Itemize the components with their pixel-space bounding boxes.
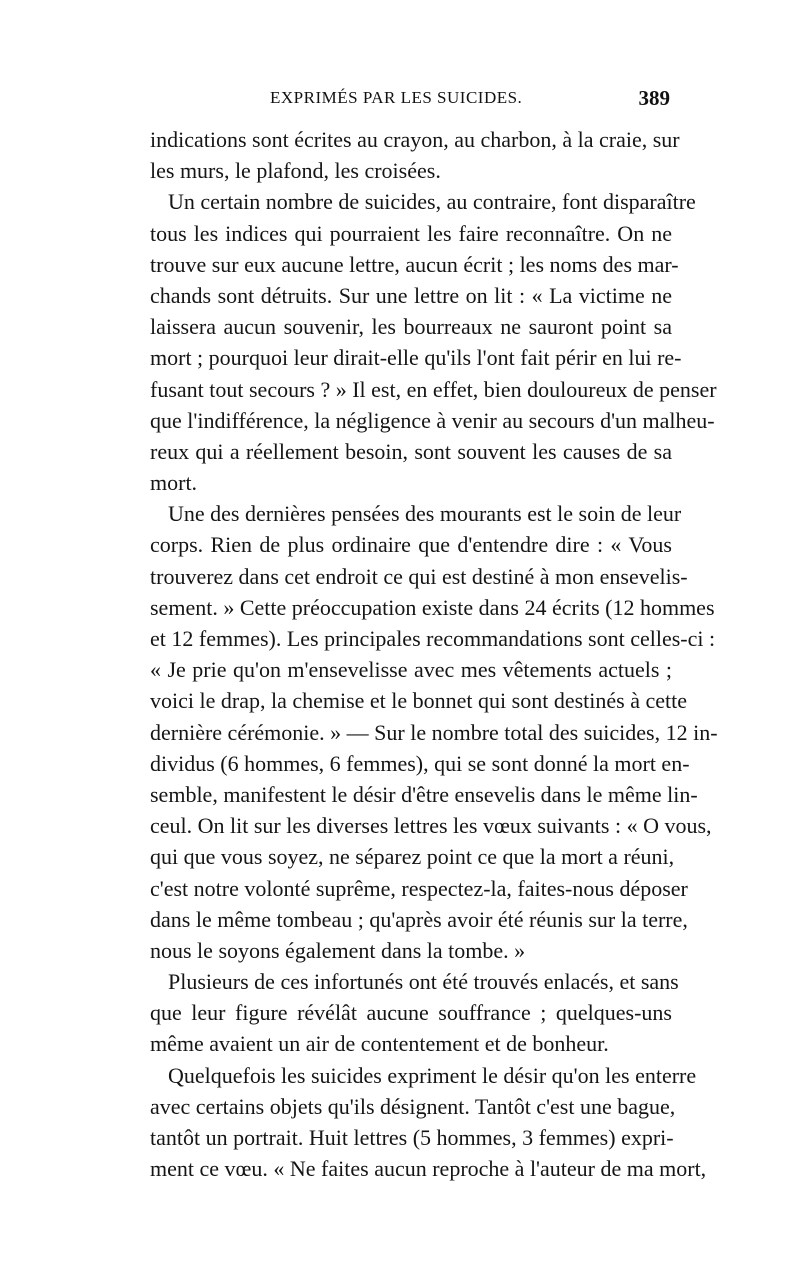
text-line: que l'indifférence, la négligence à venir au secours d'un malheu- bbox=[150, 407, 715, 433]
text-line: chands sont détruits. Sur une lettre on lit : « La victime ne bbox=[150, 282, 672, 308]
text-line: trouverez dans cet endroit ce qui est destiné à mon ensevelis- bbox=[150, 563, 688, 589]
text-line: Un certain nombre de suicides, au contraire, font disparaître bbox=[168, 189, 696, 215]
text-line: Une des dernières pensées des mourants est le soin de leur bbox=[168, 501, 682, 527]
text-line: « Je prie qu'on m'ensevelisse avec mes vêtements actuels ; bbox=[150, 657, 672, 683]
text-line: mort. bbox=[150, 470, 198, 496]
text-line: avec certains objets qu'ils désignent. Tantôt c'est une bague, bbox=[150, 1093, 676, 1119]
page-header bbox=[150, 88, 670, 118]
page-number: 389 bbox=[638, 86, 670, 110]
text-line: semble, manifestent le désir d'être ensevelis dans le même lin- bbox=[150, 781, 698, 807]
body-text bbox=[150, 124, 718, 1184]
text-line: nous le soyons également dans la tombe. » bbox=[150, 937, 526, 963]
running-title: EXPRIMÉS PAR LES SUICIDES. bbox=[270, 88, 523, 107]
text-line: mort ; pourquoi leur dirait-elle qu'ils l'ont fait périr en lui re- bbox=[150, 345, 682, 371]
text-line: reux qui a réellement besoin, sont souvent les causes de sa bbox=[150, 438, 672, 464]
text-line: corps. Rien de plus ordinaire que d'entendre dire : « Vous bbox=[150, 532, 672, 558]
text-line: tantôt un portrait. Huit lettres (5 hommes, 3 femmes) expri- bbox=[150, 1125, 674, 1150]
text-line: laissera aucun souvenir, les bourreaux ne sauront point sa bbox=[150, 314, 672, 340]
text-line: et 12 femmes). Les principales recommandations sont celles-ci : bbox=[150, 626, 716, 651]
text-line: que leur figure révélât aucune souffrance ; quelques-uns bbox=[150, 1000, 672, 1026]
text-line: Plusieurs de ces infortunés ont été trouvés enlacés, et sans bbox=[168, 969, 679, 995]
text-line: ment ce vœu. « Ne faites aucun reproche à l'auteur de ma mort, bbox=[150, 1156, 707, 1182]
text-line: dans le même tombeau ; qu'après avoir été réunis sur la terre, bbox=[150, 906, 688, 932]
text-line: dernière cérémonie. » — Sur le nombre total des suicides, 12 in- bbox=[150, 719, 718, 745]
text-line: ceul. On lit sur les diverses lettres les vœux suivants : « O vous, bbox=[150, 813, 712, 839]
text-line: sement. » Cette préoccupation existe dans 24 écrits (12 hommes bbox=[150, 594, 715, 620]
text-line: qui que vous soyez, ne séparez point ce que la mort a réuni, bbox=[150, 844, 675, 870]
text-line: fusant tout secours ? » Il est, en effet, bien douloureux de penser bbox=[150, 376, 717, 402]
text-line: trouve sur eux aucune lettre, aucun écrit ; les noms des mar- bbox=[150, 251, 679, 277]
text-line: tous les indices qui pourraient les faire reconnaître. On ne bbox=[150, 220, 672, 246]
text-line: indications sont écrites au crayon, au charbon, à la craie, sur bbox=[150, 127, 680, 152]
text-line: c'est notre volonté suprême, respectez-la, faites-nous déposer bbox=[150, 875, 688, 901]
text-line: les murs, le plafond, les croisées. bbox=[150, 158, 441, 184]
text-line: dividus (6 hommes, 6 femmes), qui se sont donné la mort en- bbox=[150, 750, 690, 776]
text-line: Quelquefois les suicides expriment le désir qu'on les enterre bbox=[168, 1062, 697, 1088]
text-line: même avaient un air de contentement et de bonheur. bbox=[150, 1031, 609, 1057]
text-line: voici le drap, la chemise et le bonnet qui sont destinés à cette bbox=[150, 688, 687, 714]
